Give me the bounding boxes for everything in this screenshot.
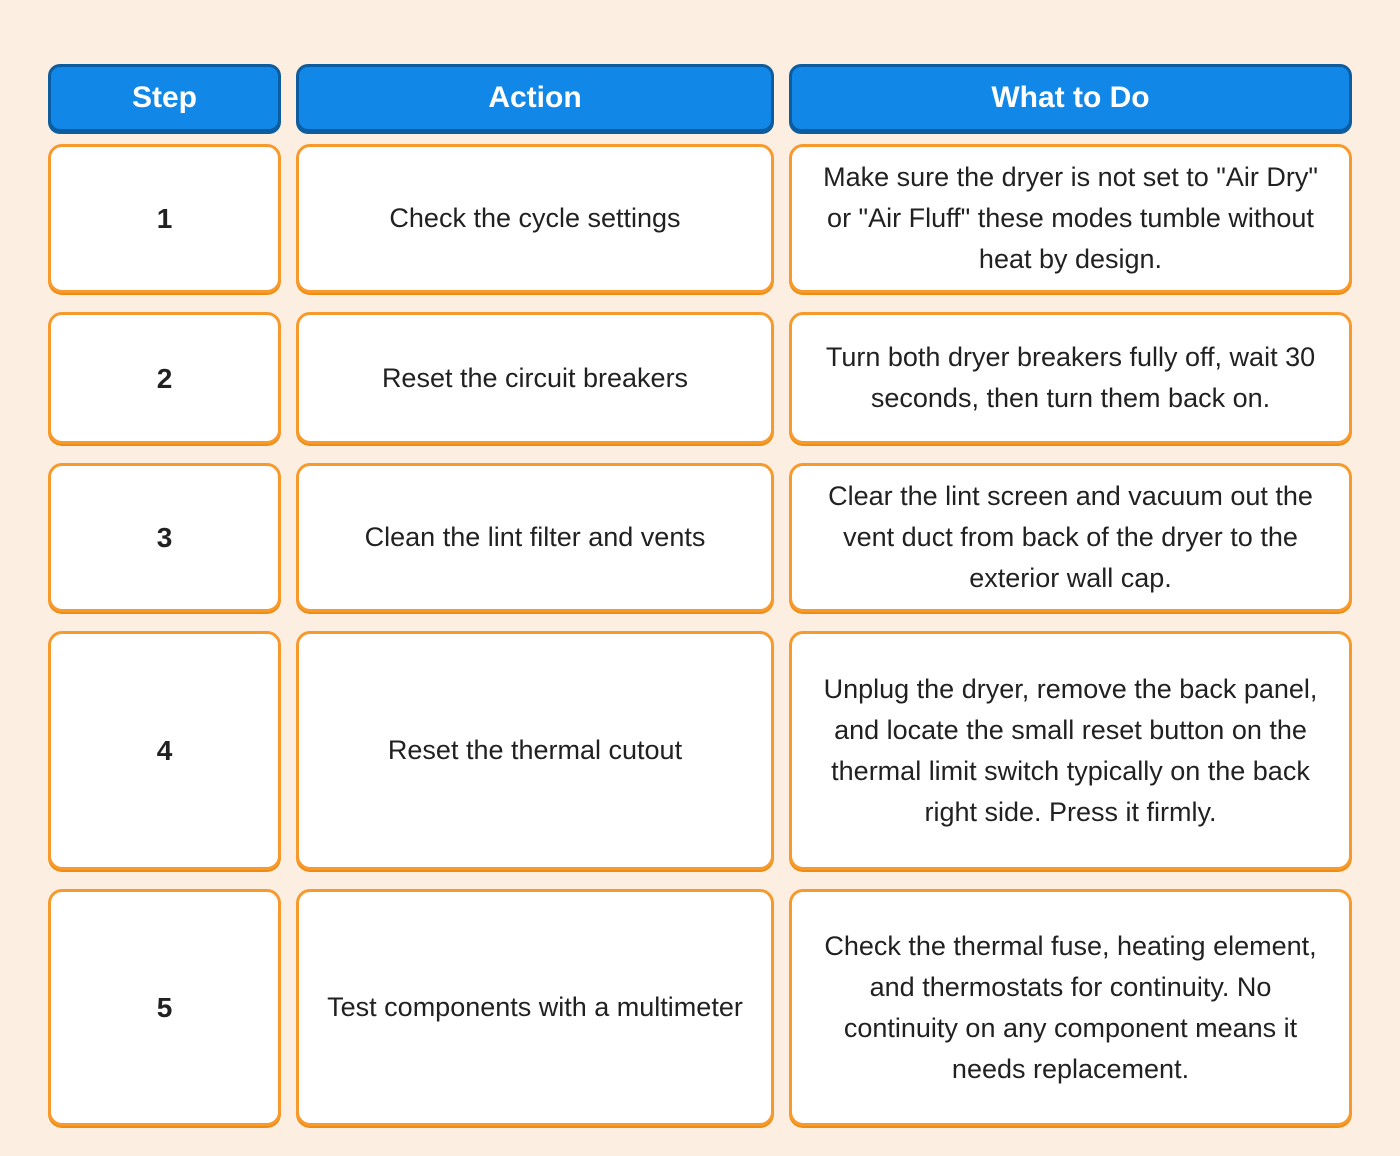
- step-number-cell: 1: [48, 144, 281, 293]
- step-number-cell: 3: [48, 463, 281, 612]
- action-cell: Check the cycle settings: [296, 144, 774, 293]
- table-row: [48, 144, 1352, 293]
- column-header-action: Action: [296, 64, 774, 132]
- action-cell: Reset the thermal cutout: [296, 631, 774, 870]
- table-row: [48, 312, 1352, 444]
- table-row: [48, 889, 1352, 1126]
- step-number-cell: 4: [48, 631, 281, 870]
- what-to-do-cell: Clear the lint screen and vacuum out the vent duct from back of the dryer to the exterior wall cap.: [789, 463, 1352, 612]
- action-cell: Clean the lint filter and vents: [296, 463, 774, 612]
- what-to-do-cell: Check the thermal fuse, heating element, and thermostats for continuity. No continuity on any component means it needs replacement.: [789, 889, 1352, 1126]
- table-row: [48, 463, 1352, 612]
- what-to-do-cell: Turn both dryer breakers fully off, wait 30 seconds, then turn them back on.: [789, 312, 1352, 444]
- what-to-do-cell: Unplug the dryer, remove the back panel, and locate the small reset button on the thermal limit switch typically on the back right side. Press it firmly.: [789, 631, 1352, 870]
- table-row: [48, 631, 1352, 870]
- table-header-row: [48, 64, 1352, 132]
- step-number-cell: 5: [48, 889, 281, 1126]
- step-number-cell: 2: [48, 312, 281, 444]
- column-header-step: Step: [48, 64, 281, 132]
- action-cell: Test components with a multimeter: [296, 889, 774, 1126]
- column-header-what-to-do: What to Do: [789, 64, 1352, 132]
- action-cell: Reset the circuit breakers: [296, 312, 774, 444]
- troubleshooting-table: [48, 64, 1352, 1126]
- what-to-do-cell: Make sure the dryer is not set to "Air Dry" or "Air Fluff" these modes tumble without heat by design.: [789, 144, 1352, 293]
